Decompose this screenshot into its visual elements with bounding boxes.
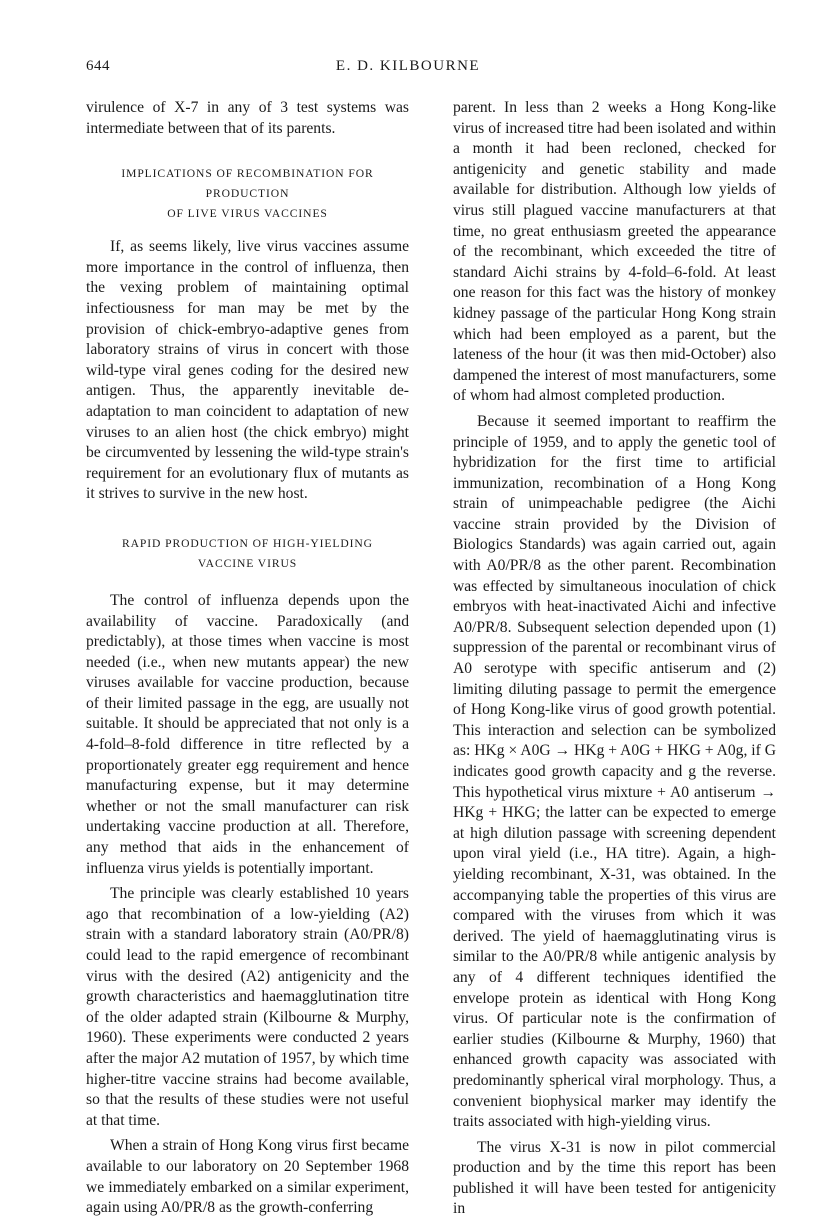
paragraph-hong-kong: When a strain of Hong Kong virus first became available to our laboratory on 20 September 1968 we immediately embarked on a similar experiment, again using A0/PR/8 as the growth-conferring xyxy=(86,1137,409,1217)
paragraph-continued: virulence of X-7 in any of 3 test systems was intermediate between that of its parents. xyxy=(86,99,409,137)
running-head-author: E. D. KILBOURNE xyxy=(335,58,481,74)
page-number: 644 xyxy=(86,58,110,74)
paragraph-principle: The principle was clearly established 10 years ago that recombination of a low-yielding (A2) strain with a standard laboratory strain (A0/PR/8) could lead to the rapid emergence of recombinant virus with the desired (A2) antigenicity and the growth characteristics and haemagglutination titre of the older adapted strain (Kilbourne & Murphy, 1960). These experiments were conducted 2 years after the major A2 mutation of 1957, by which time higher-titre vaccine strains had become available, so that the results of these studies were not useful at that time. xyxy=(86,885,409,1129)
right-column xyxy=(453,98,776,1220)
running-head xyxy=(86,58,730,82)
section-heading-line: RAPID PRODUCTION OF HIGH-YIELDING xyxy=(122,536,373,550)
paragraph-pilot-production: The virus X-31 is now in pilot commercial production and by the time this report has been published it will have been tested for antigenicity in xyxy=(453,1138,776,1218)
paragraph-live-vaccines: If, as seems likely, live virus vaccines assume more importance in the control of influenza, then the vexing problem of maintaining optimal infectiousness for man may be met by the provision of chick-embryo-adaptive genes from laboratory strains of virus in concert with those wild-type viral genes coding for the desired new antigen. Thus, the apparently inevitable de-adaptation to man coincident to adaptation of new viruses to an alien host (the chick embryo) might be circumvented by lessening the wild-type strain's requirement for an evolutionary flux of mutants as it strives to survive in the new host. xyxy=(86,238,409,503)
paragraph-reaffirm: Because it seemed important to reaffirm the principle of 1959, and to apply the genetic tool of hybridization for the first time to artificial immunization, recombination of a Hong Kong strain of unimpeachable pedigree (the Aichi vaccine strain provided by the Division of Biologics Standards) was again carried out, again with A0/PR/8 as the other parent. Recombination was effected by simultaneous inoculation of chick embryos with heat-inactivated Aichi and infective A0/PR/8. Subsequent selection depended upon (1) suppression of the parental or recombinant virus of A0 serotype with specific antiserum and (2) limiting diluting passage to permit the emergence of Hong Kong-like virus of good growth potential. This interaction and selection can be symbolized as: HKg × A0G → HKg + A0G + HKG + A0g, if G indicates good growth capacity and g the reverse. This hypothetical virus mixture + A0 antiserum → HKg + HKG; the latter can be expected to emerge at high dilution passage with screening dependent upon viral yield (i.e., HA titre). Again, a high-yielding recombinant, X-31, was obtained. In the accompanying table the properties of this virus are compared with the viruses from which it was derived. The yield of haemagglutinating virus is similar to the A0/PR/8 while antigenic analysis by any of 4 different techniques identified the envelope protein as identical with Hong Kong virus. Of particular note is the confirmation of earlier studies (Kilbourne & Murphy, 1960) that enhanced growth capacity was associated with predominantly spherical viral morphology. Thus, a convenient biophysical marker may identify the traits associated with high-yielding virus. xyxy=(453,412,776,1131)
section-heading-line: OF LIVE VIRUS VACCINES xyxy=(167,207,328,221)
paragraph-control-of-influenza: The control of influenza depends upon the availability of vaccine. Paradoxically (and predictably), at those times when vaccine is most needed (i.e., when new mutants appear) the new viruses available for vaccine production, because of their limited passage in the egg, are usually not suitable. It should be appreciated that not only is a 4-fold–8-fold difference in titre reflected by a proportionately greater egg requirement and hence manufacturing expense, but it may determine whether or not the small manufacturer can risk undertaking vaccine production at all. Therefore, any method that aids in the enhancement of influenza virus yields is potentially important. xyxy=(86,591,409,877)
section-heading-line: IMPLICATIONS OF RECOMBINATION FOR PRODUCTION xyxy=(121,167,374,201)
paragraph-parent: parent. In less than 2 weeks a Hong Kong-like virus of increased titre had been isolated and within a month it had been recloned, checked for antigenicity and genetic stability and made available for distribution. Although low yields of virus still plagued vaccine manufacturers at that time, no great enthusiasm greeted the appearance of the recombinant, which exceeded the titre of standard Aichi strains by 4-fold–6-fold. At least one reason for this fact was the history of monkey kidney passage of the particular Hong Kong strain which had been employed as a parent, but the lateness of the hour (it was then mid-October) also dampened the interest of most manufacturers, some of whom had almost completed production. xyxy=(453,99,776,405)
section-heading-live-vaccines xyxy=(86,164,409,224)
section-heading-line: VACCINE VIRUS xyxy=(197,556,298,570)
left-column xyxy=(86,98,409,1219)
section-heading-rapid-production xyxy=(86,534,409,574)
